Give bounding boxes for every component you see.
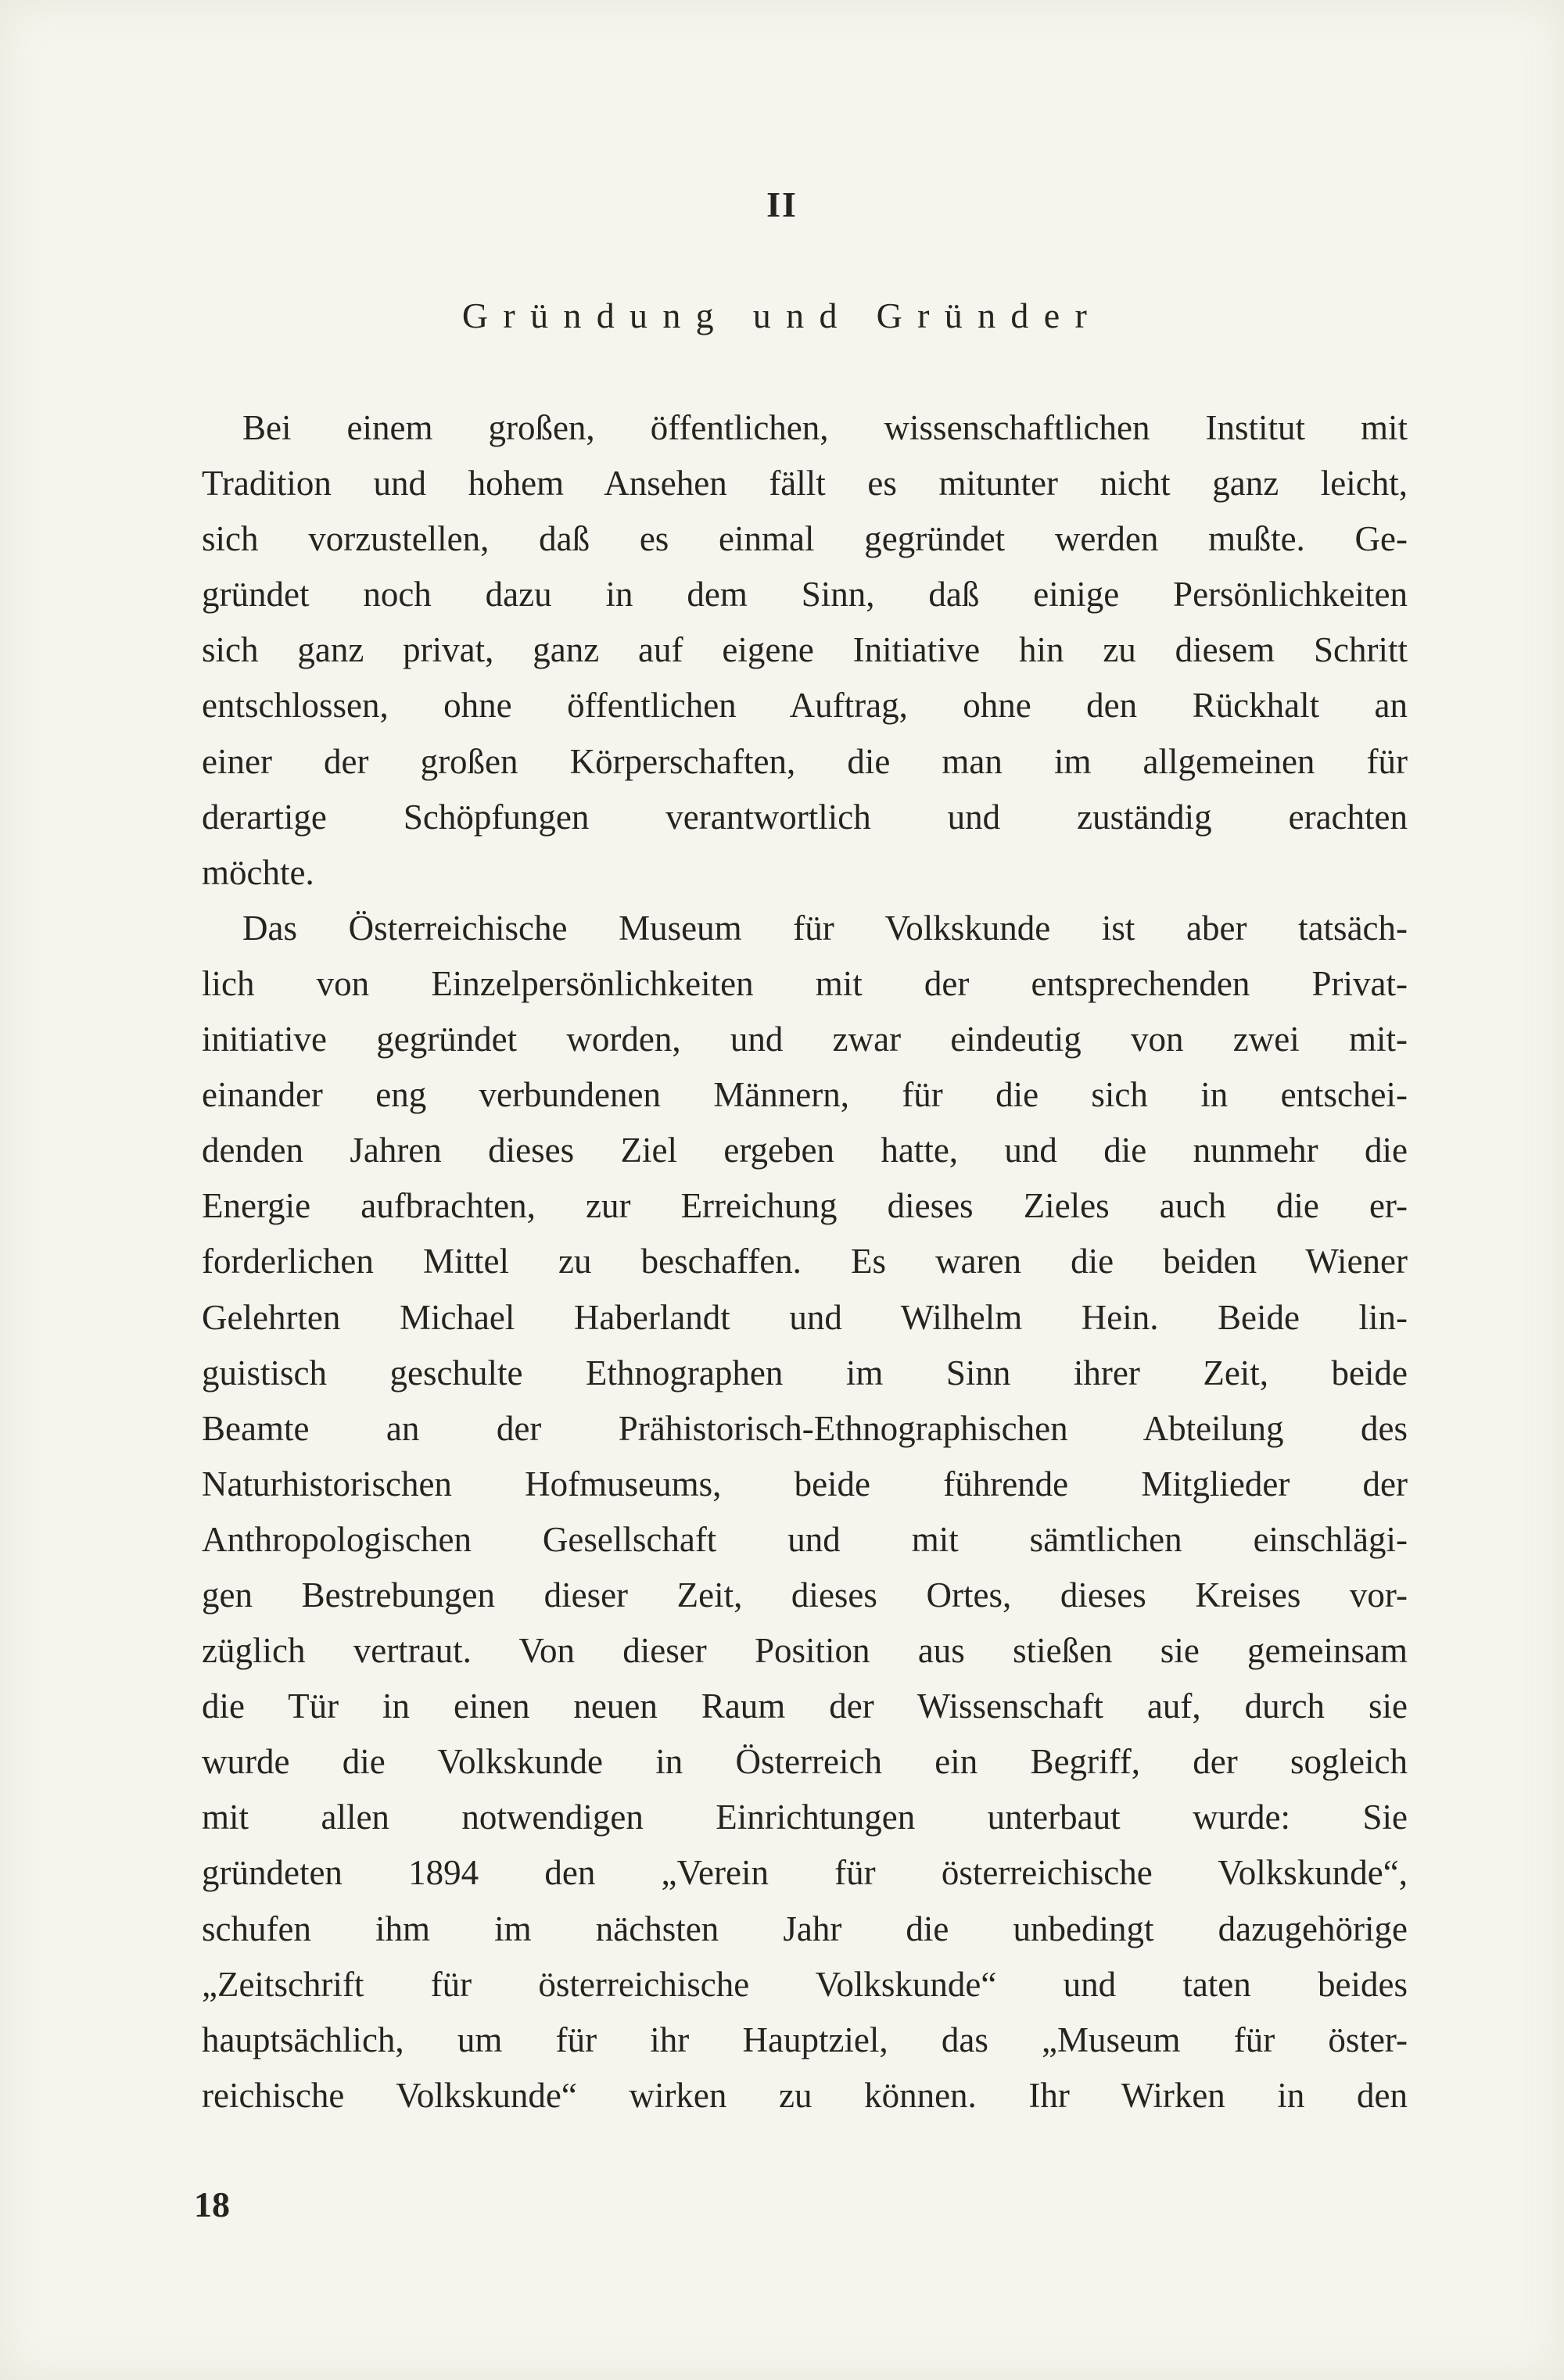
text-line: züglich vertraut. Von dieser Position aus stießen sie gemeinsam: [202, 1631, 1408, 1671]
page-number: 18: [194, 2185, 230, 2224]
text-line: Bei einem großen, öffentlichen, wissenschaftlichen Institut mit: [242, 408, 1408, 447]
text-line: guistisch geschulte Ethnographen im Sinn ihrer Zeit, beide: [202, 1353, 1408, 1393]
text-line: gen Bestrebungen dieser Zeit, dieses Ortes, dieses Kreises vor-: [202, 1575, 1408, 1615]
chapter-number: II: [766, 185, 798, 224]
text-line: einer der großen Körperschaften, die man im allgemeinen für: [202, 741, 1408, 781]
text-line: Das Österreichische Museum für Volkskunde ist aber tatsäch-: [242, 908, 1408, 948]
text-line: sich ganz privat, ganz auf eigene Initiative hin zu diesem Schritt: [202, 630, 1408, 670]
text-line: Anthropologischen Gesellschaft und mit sämtlichen einschlägi-: [202, 1519, 1408, 1559]
text-line: lich von Einzelpersönlichkeiten mit der entsprechenden Privat-: [202, 963, 1408, 1003]
text-line: derartige Schöpfungen verantwortlich und zuständig erachten: [202, 797, 1408, 837]
paragraph: [202, 400, 1408, 901]
text-line: einander eng verbundenen Männern, für die sich in entschei-: [202, 1075, 1408, 1115]
text-line: die Tür in einen neuen Raum der Wissenschaft auf, durch sie: [202, 1686, 1408, 1726]
text-line: mit allen notwendigen Einrichtungen unterbaut wurde: Sie: [202, 1798, 1408, 1837]
text-line: initiative gegründet worden, und zwar eindeutig von zwei mit-: [202, 1020, 1408, 1059]
chapter-title: Gründung und Gründer: [461, 296, 1103, 335]
text-line: hauptsächlich, um für ihr Hauptziel, das „Museum für öster-: [202, 2020, 1408, 2059]
text-line: schufen ihm im nächsten Jahr die unbedingt dazugehörige: [202, 1909, 1408, 1948]
text-line: entschlossen, ohne öffentlichen Auftrag, ohne den Rückhalt an: [202, 686, 1408, 726]
text-line: wurde die Volkskunde in Österreich ein Begriff, der sogleich: [202, 1742, 1408, 1782]
text-line: denden Jahren dieses Ziel ergeben hatte, und die nunmehr die: [202, 1131, 1408, 1170]
paragraph: [202, 901, 1408, 2124]
text-line: „Zeitschrift für österreichische Volkskunde“ und taten beides: [202, 1964, 1408, 2004]
body-text: [202, 400, 1408, 2124]
text-line: möchte.: [202, 852, 314, 892]
text-line: Naturhistorischen Hofmuseums, beide führende Mitglieder der: [202, 1464, 1408, 1504]
text-line: gründeten 1894 den „Verein für österreichische Volkskunde“,: [202, 1853, 1408, 1893]
text-line: gründet noch dazu in dem Sinn, daß einige Persönlichkeiten: [202, 575, 1408, 615]
text-line: reichische Volkskunde“ wirken zu können. Ihr Wirken in den: [202, 2075, 1408, 2115]
text-line: Beamte an der Prähistorisch-Ethnographischen Abteilung des: [202, 1408, 1408, 1448]
text-line: sich vorzustellen, daß es einmal gegründet werden mußte. Ge-: [202, 519, 1408, 559]
text-line: forderlichen Mittel zu beschaffen. Es waren die beiden Wiener: [202, 1242, 1408, 1281]
text-line: Gelehrten Michael Haberlandt und Wilhelm Hein. Beide lin-: [202, 1297, 1408, 1337]
text-line: Energie aufbrachten, zur Erreichung dieses Zieles auch die er-: [202, 1186, 1408, 1226]
text-line: Tradition und hohem Ansehen fällt es mitunter nicht ganz leicht,: [202, 464, 1408, 504]
